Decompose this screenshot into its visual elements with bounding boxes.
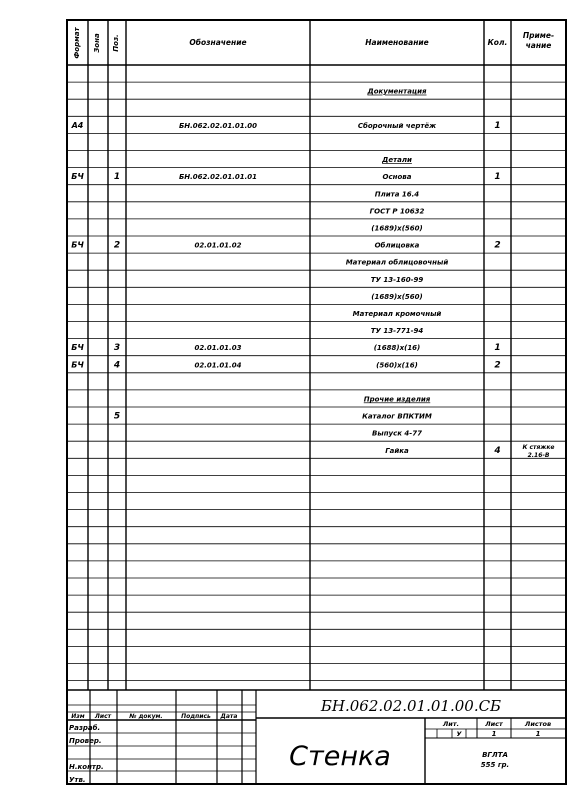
qty-cell: 1	[494, 172, 501, 183]
designation-cell: 02.01.01.02	[194, 241, 242, 250]
name-cell: (1688)х(16)	[373, 344, 421, 353]
name-cell: (1689)х(560)	[371, 292, 423, 301]
title-col-label: Лист	[94, 713, 112, 720]
qty-cell: 2	[494, 360, 501, 371]
name-cell: Сборочный чертёж	[357, 121, 437, 130]
title-col-label: № докум.	[129, 713, 163, 720]
name-cell: Каталог ВПКТИМ	[362, 412, 432, 421]
header-pos: Поз.	[112, 34, 120, 52]
title-role: Разраб.	[69, 724, 101, 732]
name-cell: Материал кромочный	[352, 309, 442, 318]
drawing-name: Стенка	[289, 741, 391, 772]
qty-cell: 1	[494, 120, 501, 131]
name-cell: ТУ 13-160-99	[370, 275, 424, 284]
header-note: Приме-	[522, 31, 555, 40]
lit-value: У	[456, 730, 462, 738]
position-cell: 2	[113, 240, 121, 251]
header-format: Формат	[73, 27, 81, 59]
title-role: Н.контр.	[69, 763, 104, 771]
title-col-label: Изм	[71, 713, 85, 720]
qty-cell: 4	[494, 445, 501, 456]
note-cell: К стяжке	[522, 443, 555, 451]
position-cell: 5	[113, 411, 121, 422]
name-cell: ГОСТ Р 10632	[369, 207, 425, 216]
name-cell: (1689)х(560)	[371, 224, 423, 233]
format-cell: БЧ	[71, 172, 84, 182]
section-heading: Документация	[367, 87, 427, 96]
title-col-label: Дата	[220, 713, 238, 720]
position-cell: 4	[113, 360, 121, 371]
format-cell: БЧ	[71, 343, 84, 353]
section-heading: Детали	[382, 156, 412, 165]
org-group: 555 гр.	[480, 761, 510, 769]
section-heading: Прочие изделия	[363, 395, 431, 404]
header-designation: Обозначение	[189, 38, 247, 47]
position-cell: 1	[113, 172, 121, 183]
designation-cell: 02.01.01.03	[194, 344, 242, 353]
designation-cell: БН.062.02.01.01.00	[178, 121, 258, 130]
header-name: Наименование	[365, 38, 429, 47]
designation-cell: 02.01.01.04	[194, 361, 242, 370]
org-name: ВГЛТА	[482, 751, 508, 759]
sheet-value: 1	[491, 730, 497, 738]
header-qty: Кол.	[487, 38, 508, 47]
name-cell: Гайка	[385, 446, 409, 455]
header-zone: Зона	[93, 33, 101, 53]
name-cell: (560)х(16)	[376, 361, 418, 370]
sheet-label: Лист	[485, 720, 503, 728]
header-note: чание	[525, 41, 552, 50]
outer-frame	[67, 20, 566, 784]
note-cell: 2.16-В	[527, 451, 550, 459]
sheets-value: 1	[535, 730, 541, 738]
title-role: Провер.	[69, 737, 102, 745]
designation-cell: БН.062.02.01.01.01	[178, 173, 258, 182]
format-cell: БЧ	[71, 360, 84, 370]
qty-cell: 1	[494, 343, 501, 354]
title-role: Утв.	[69, 776, 86, 784]
name-cell: Плита 16.4	[374, 190, 420, 199]
format-cell: БЧ	[71, 240, 84, 250]
format-cell: А4	[71, 120, 84, 130]
position-cell: 3	[113, 343, 121, 354]
name-cell: ТУ 13-771-94	[370, 327, 424, 336]
sheets-label: Листов	[524, 720, 552, 728]
name-cell: Материал облицовочный	[345, 258, 449, 267]
name-cell: Основа	[382, 173, 412, 182]
lit-label: Лит.	[442, 720, 460, 728]
name-cell: Облицовка	[374, 241, 420, 250]
document-code: БН.062.02.01.01.00.СБ	[320, 697, 502, 715]
name-cell: Выпуск 4-77	[372, 429, 422, 438]
title-col-label: Подпись	[181, 713, 211, 720]
qty-cell: 2	[494, 240, 501, 251]
